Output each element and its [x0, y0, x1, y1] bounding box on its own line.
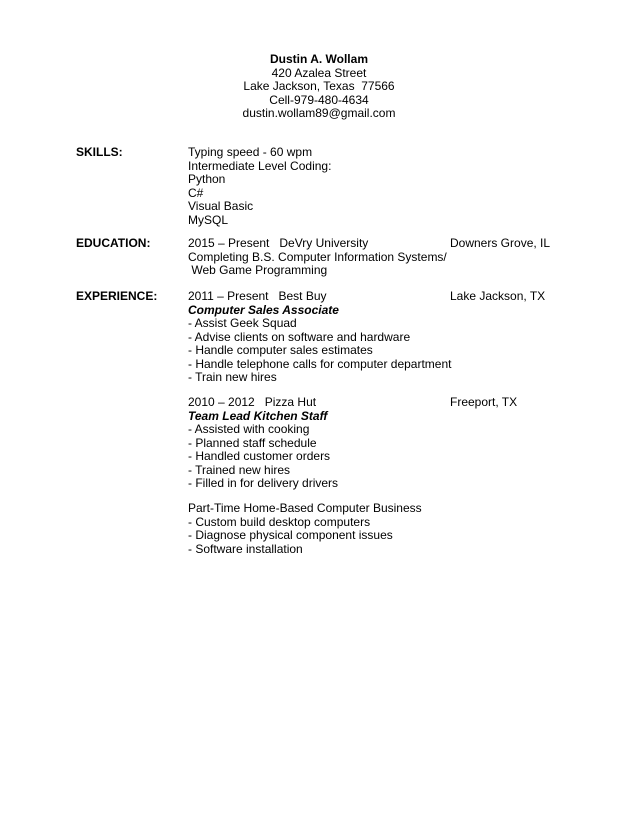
job-duty: - Trained new hires	[188, 462, 291, 477]
job-location: Lake Jackson, TX	[450, 289, 546, 303]
job-duty: - Software installation	[188, 541, 303, 556]
job-dates-employer: 2011 – Present Best Buy	[188, 289, 327, 303]
skills-section	[76, 146, 596, 230]
job-duty: - Handle telephone calls for computer department	[188, 356, 452, 371]
job-duty: - Assist Geek Squad	[188, 316, 297, 330]
job-duty: - Planned staff schedule	[188, 435, 317, 450]
education-dates-school: 2015 – Present DeVry University	[188, 236, 369, 250]
street-address: 420 Azalea Street	[271, 65, 367, 80]
job-duty: - Assisted with cooking	[188, 422, 310, 436]
job-title: Computer Sales Associate	[188, 302, 339, 317]
education-heading: EDUCATION:	[76, 236, 151, 250]
skill-item: Intermediate Level Coding:	[188, 158, 332, 173]
skills-list	[188, 146, 488, 227]
job-title: Team Lead Kitchen Staff	[188, 408, 328, 423]
experience-section	[76, 290, 596, 560]
job-entry	[188, 502, 488, 556]
education-location: Downers Grove, IL	[450, 236, 551, 250]
job-entry	[188, 290, 488, 385]
education-body	[188, 237, 488, 278]
job-duty: - Custom build desktop computers	[188, 514, 371, 529]
job-duty: - Handled customer orders	[188, 449, 331, 463]
applicant-name: Dustin A. Wollam	[269, 52, 368, 66]
job-location: Freeport, TX	[450, 395, 518, 409]
job-duty: - Diagnose physical component issues	[188, 528, 393, 542]
job-duty: - Advise clients on software and hardware	[188, 329, 411, 344]
education-program: Web Game Programming	[188, 263, 328, 277]
job-dates-employer: 2010 – 2012 Pizza Hut	[188, 395, 317, 409]
job-duty: - Filled in for delivery drivers	[188, 476, 339, 490]
job-duty: - Handle computer sales estimates	[188, 343, 373, 357]
email-address: dustin.wollam89@gmail.com	[242, 106, 396, 120]
skill-item: Visual Basic	[188, 199, 254, 213]
phone-number: Cell-979-480-4634	[269, 92, 369, 107]
job-entry	[188, 396, 488, 491]
job-duty: - Train new hires	[188, 370, 277, 384]
skills-heading: SKILLS:	[76, 145, 123, 159]
skill-item: Typing speed - 60 wpm	[188, 145, 313, 159]
skill-item: C#	[188, 185, 204, 200]
education-degree: Completing B.S. Computer Information Systems/	[188, 249, 447, 264]
experience-heading: EXPERIENCE:	[76, 289, 158, 303]
city-state-zip: Lake Jackson, Texas 77566	[243, 79, 395, 93]
job-dates-employer: Part-Time Home-Based Computer Business	[188, 501, 422, 515]
skill-item: Python	[188, 172, 226, 186]
skill-item: MySQL	[188, 212, 229, 227]
contact-header	[0, 53, 638, 121]
education-section	[76, 237, 596, 281]
